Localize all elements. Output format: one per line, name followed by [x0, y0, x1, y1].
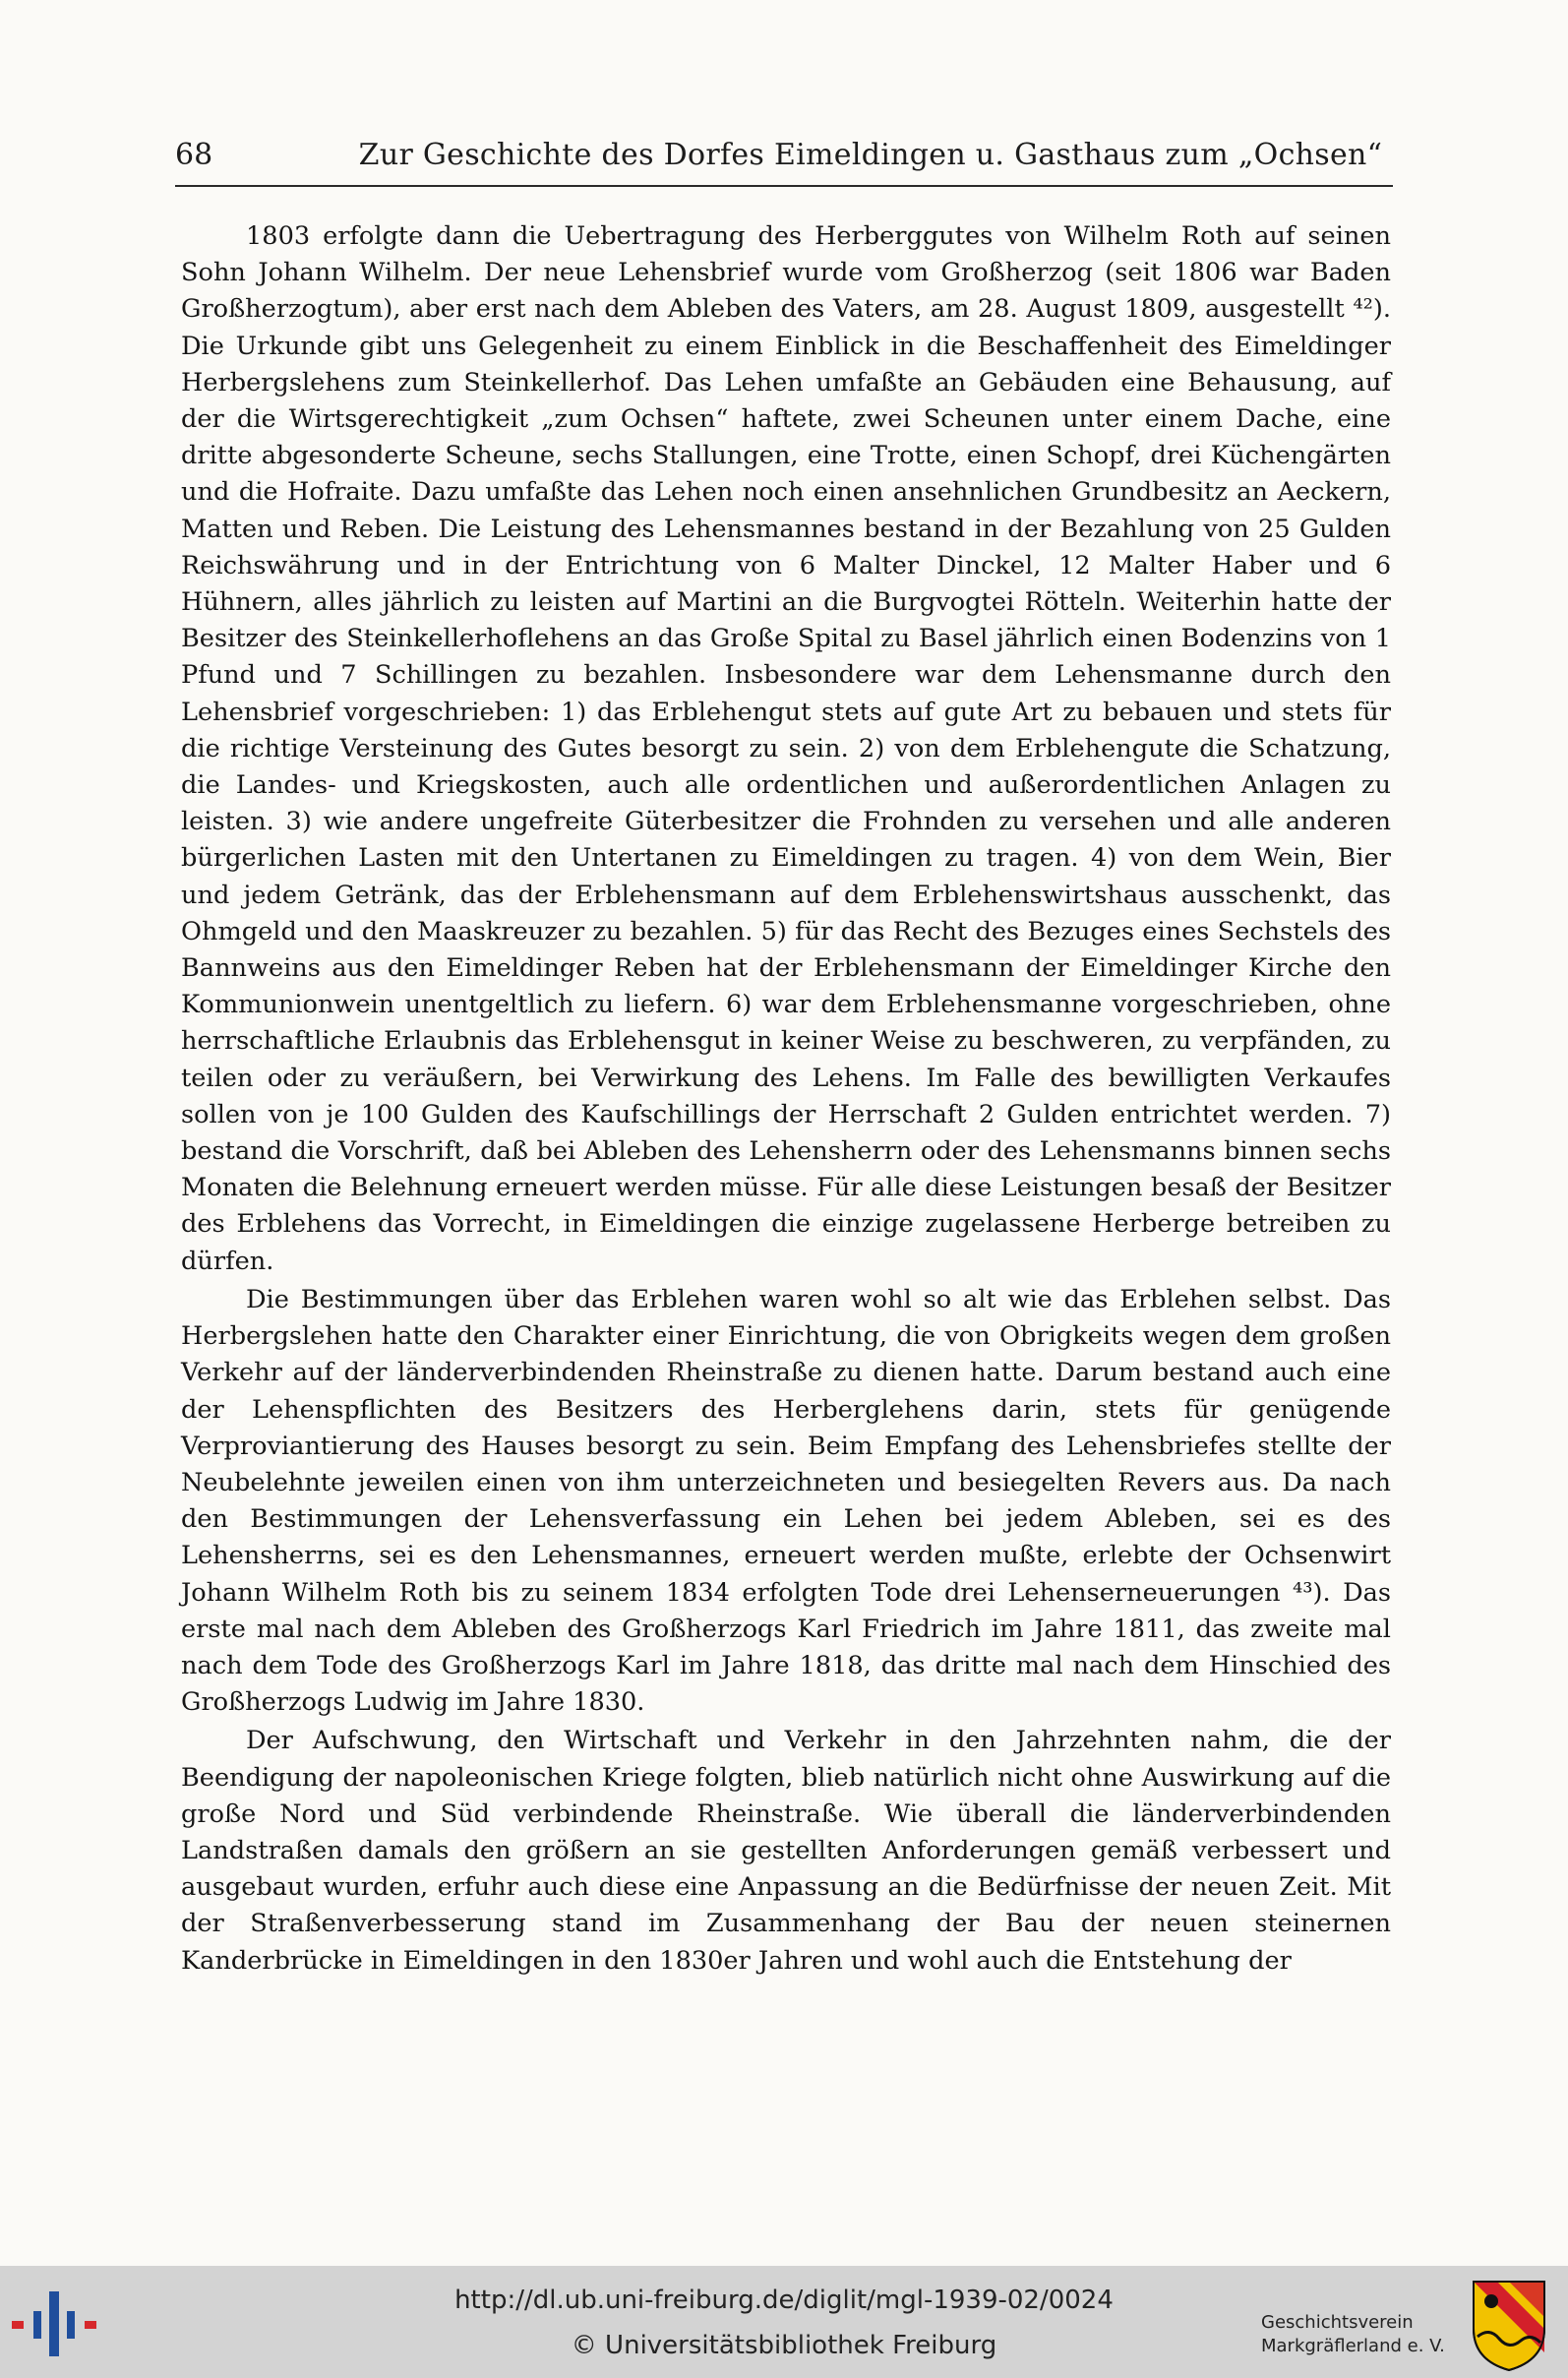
running-head — [175, 138, 1391, 181]
society-line1: Geschichtsverein — [1261, 2312, 1414, 2333]
paragraph: 1803 erfolgte dann die Uebertragung des Herberggutes von Wilhelm Roth auf seinen Sohn Johann Wilhelm. Der neue Lehensbrief wurde vom Großherzog (seit 1806 war Baden Großherzogtum), aber erst nach dem Ableben des Vaters, am 28. August 1809, ausgestellt ⁴²). Die Urkunde gibt uns Gelegenheit zu einem Einblick in die Beschaffenheit des Eimeldinger Herbergslehens zum Steinkellerhof. Das Lehen umfaßte an Gebäuden eine Behausung, auf der die Wirtsgerechtigkeit „zum Ochsen“ haftete, zwei Scheunen unter einem Dache, eine dritte abgesonderte Scheune, sechs Stallungen, eine Trotte, einen Schopf, drei Küchengärten und die Hofraite. Dazu umfaßte das Lehen noch einen ansehnlichen Grundbesitz an Aeckern, Matten und Reben. Die Leistung des Lehensmannes bestand in der Bezahlung von 25 Gulden Reichswährung und in der Entrichtung von 6 Malter Dinckel, 12 Malter Haber und 6 Hühnern, alles jährlich zu leisten auf Martini an die Burgvogtei Rötteln. Weiterhin hatte der Besitzer des Steinkellerhoflehens an das Große Spital zu Basel jährlich einen Bodenzins von 1 Pfund und 7 Schillingen zu bezahlen. Insbesondere war dem Lehensmanne durch den Lehensbrief vorgeschrieben: 1) das Erblehengut stets auf gute Art zu bebauen und stets für die richtige Versteinung des Gutes besorgt zu sein. 2) von dem Erblehengute die Schatzung, die Landes- und Kriegskosten, auch alle ordentlichen und außerordentlichen Anlagen zu leisten. 3) wie andere ungefreite Güterbesitzer die Frohnden zu versehen und alle anderen bürgerlichen Lasten mit den Untertanen zu Eimeldingen zu tragen. 4) von dem Wein, Bier und jedem Getränk, das der Erblehensmann auf dem Erblehenswirtshaus ausschenkt, das Ohmgeld und den Maaskreuzer zu bezahlen. 5) für das Recht des Bezuges eines Sechstels des Bannweins aus den Eimeldinger Reben hat der Erblehensmann der Eimeldinger Kirche den Kommunionwein unentgeltlich zu liefern. 6) war dem Erblehensmanne vorgeschrieben, ohne herrschaftliche Erlaubnis das Erblehensgut in keiner Weise zu beschweren, zu verpfänden, zu teilen oder zu veräußern, bei Verwirkung des Lehens. Im Falle des bewilligten Verkaufes sollen von je 100 Gulden des Kaufschillings der Herrschaft 2 Gulden entrichtet werden. 7) bestand die Vorschrift, daß bei Ableben des Lehensherrn oder des Lehensmanns binnen sechs Monaten die Belehnung erneuert werden müsse. Für alle diese Leistungen besaß der Besitzer des Erblehens das Vorrecht, in Eimeldingen die einzige zugelassene Herberge betreiben zu dürfen. — [181, 221, 1391, 1276]
footer-copyright: © Universitätsbibliothek Freiburg — [571, 2331, 997, 2360]
header-rule — [175, 185, 1393, 187]
body-text — [181, 218, 1391, 1982]
society-line2: Markgräflerland e. V. — [1261, 2336, 1445, 2356]
paragraph: Der Aufschwung, den Wirtschaft und Verkehr in den Jahrzehnten nahm, die der Beendigung der napoleonischen Kriege folgten, blieb natürlich nicht ohne Auswirkung auf die große Nord und Süd verbindende Rheinstraße. Wie überall die länderverbindenden Landstraßen damals den größern an sie gestellten Anforderungen gemäß verbessert und ausgebaut wurden, erfuhr auch diese eine Anpassung an die Bedürfnisse der neuen Zeit. Mit der Straßenverbesserung stand im Zusammenhang der Bau der neuen steinernen Kanderbrücke in Eimeldingen in den 1830er Jahren und wohl auch die Entstehung der — [181, 1726, 1391, 1976]
footer-bar — [0, 2266, 1568, 2378]
page-number: 68 — [175, 138, 213, 172]
society-name — [1261, 2311, 1470, 2358]
paragraph: Die Bestimmungen über das Erblehen waren wohl so alt wie das Erblehen selbst. Das Herbergslehen hatte den Charakter einer Einrichtung, die von Obrigkeits wegen dem großen Verkehr auf der länderverbindenden Rheinstraße zu dienen hatte. Darum bestand auch eine der Lehenspflichten des Besitzers des Herberglehens darin, stets für genügende Verproviantierung des Hauses besorgt zu sein. Beim Empfang des Lehensbriefes stellte der Neubelehnte jeweilen einen von ihm unterzeichneten und besiegelten Revers aus. Da nach den Bestimmungen der Lehensverfassung ein Lehen bei jedem Ableben, sei es des Lehensherrns, sei es den Lehensmannes, erneuert werden mußte, erlebte der Ochsenwirt Johann Wilhelm Roth bis zu seinem 1834 erfolgten Tode drei Lehenserneuerungen ⁴³). Das erste mal nach dem Ableben des Großherzogs Karl Friedrich im Jahre 1811, das zweite mal nach dem Tode des Großherzogs Karl im Jahre 1818, das dritte mal nach dem Hinschied des Großherzogs Ludwig im Jahre 1830. — [181, 1284, 1391, 1718]
footer-url-link[interactable]: http://dl.ub.uni-freiburg.de/diglit/mgl-1939-02/0024 — [454, 2286, 1114, 2315]
coat-of-arms-icon — [1470, 2278, 1548, 2372]
running-title: Zur Geschichte des Dorfes Eimeldingen u. Gasthaus zum „Ochsen“ — [358, 138, 1383, 172]
